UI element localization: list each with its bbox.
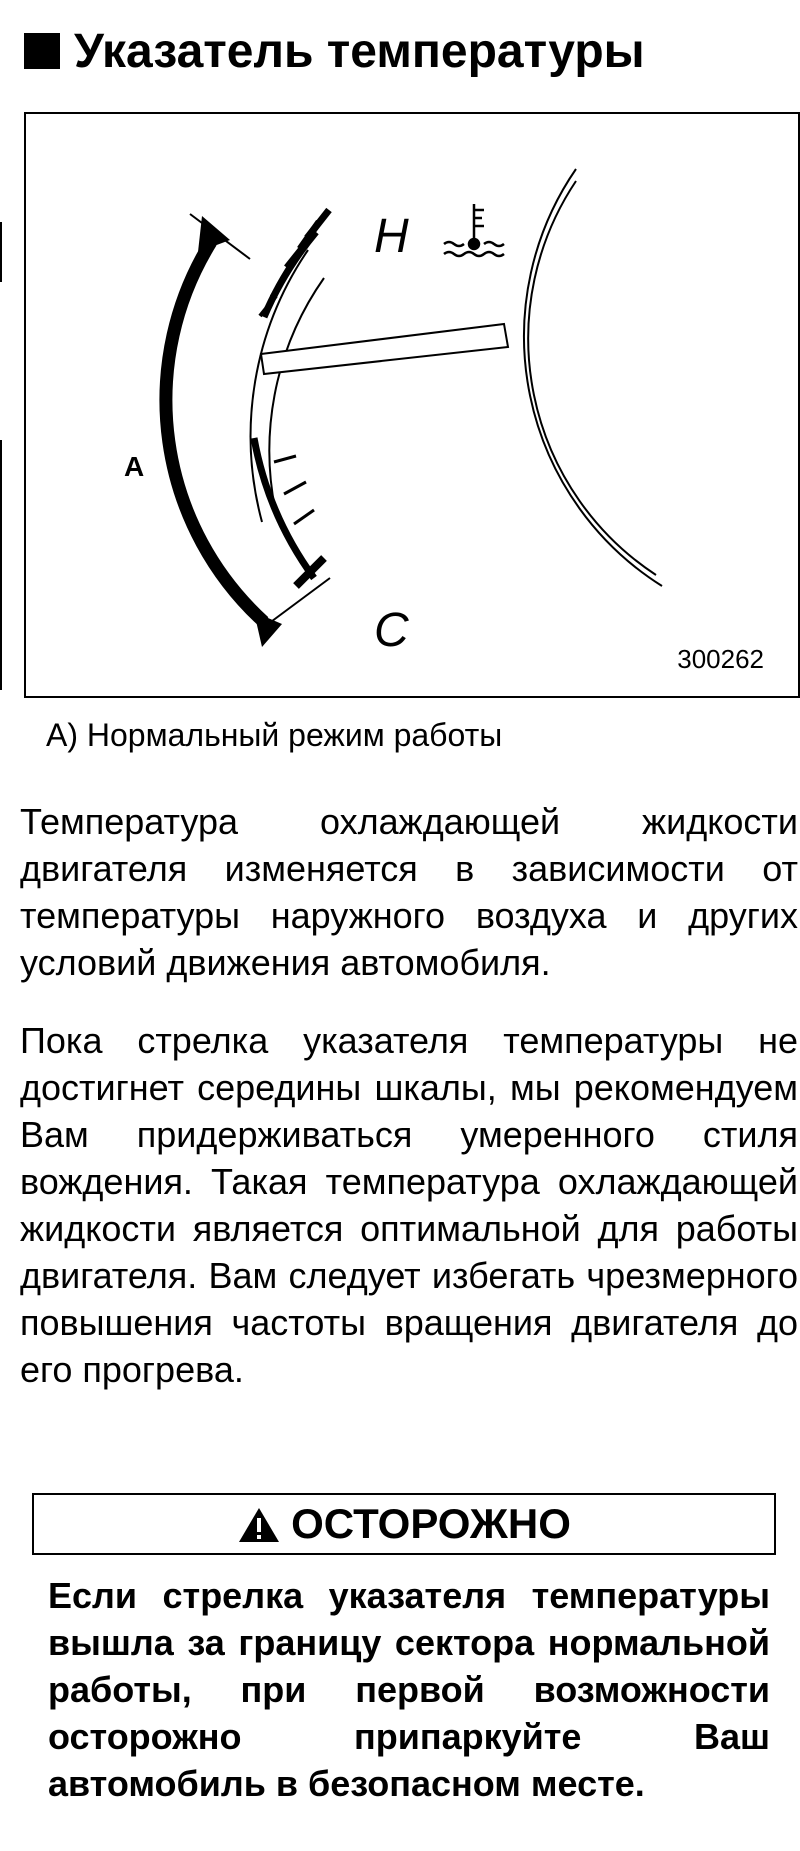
gauge-outer-arc [524,169,662,586]
gauge-tick [274,456,296,462]
coolant-temperature-icon [444,204,504,256]
warning-triangle-icon [237,1506,281,1544]
warning-title: ОСТОРОЖНО [291,1500,571,1547]
heading-title: Указатель температуры [74,25,645,78]
paragraph-2: Пока стрелка указателя температуры не достигнет середины шкалы, мы рекомендуем Вам придерживаться умеренного стиля вождения. Такая температура охлаждающей жидкости является оптимальной для работы двигателя. Вам следует избегать чрезмерного повышения частоты вращения двигателя до его прогрева. [20,1020,798,1390]
gauge-tick [284,482,306,494]
paragraph-1: Температура охлаждающей жидкости двигателя изменяется в зависимости от температуры наружного воздуха и других условий движения автомобиля. [20,801,798,983]
figure-frame [25,113,799,697]
warning-header [32,1493,776,1555]
figure-caption: A) Нормальный режим работы [46,717,503,753]
gauge-diagram [24,112,800,698]
gauge-needle [261,324,508,374]
range-arrow [166,242,264,622]
page-edge-mark [0,222,2,282]
temperature-gauge-figure [24,112,800,698]
gauge-label-hot: H [374,210,409,263]
gauge-tick [272,272,288,297]
page-edge-mark [0,440,2,690]
heading-square-bullet [24,33,60,69]
page-heading [24,22,784,82]
gauge-label-cold: C [374,604,409,657]
figure-id: 300262 [677,644,764,674]
gauge-outer-arc-inner [528,181,656,575]
gauge-tick [294,510,314,524]
range-label: A [124,451,145,482]
warning-text: Если стрелка указателя температуры вышла за границу сектора нормальной работы, при первой возможности осторожно припаркуйте Ваш автомобиль в безопасном месте. [48,1575,770,1804]
